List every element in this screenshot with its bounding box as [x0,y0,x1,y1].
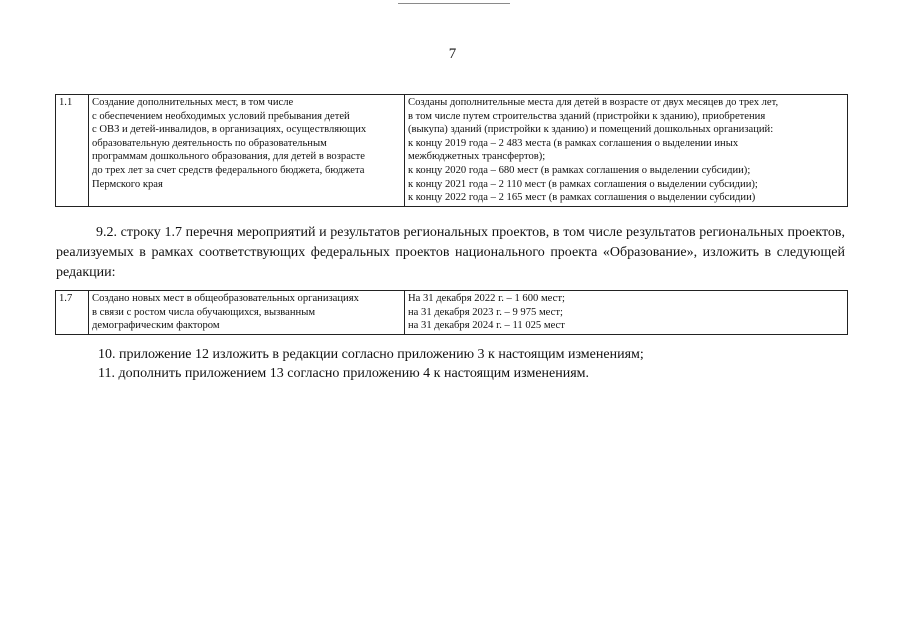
page-number: 7 [448,46,457,62]
result-line: в том числе путем строительства зданий (пристройки к зданию), приобретения [408,110,766,122]
table-row-1-1 [55,94,848,207]
row-number: 1.7 [56,291,89,335]
description-line: Пермского края [92,178,163,190]
description-line: демографическим фактором [92,320,220,332]
top-scan-rule [398,3,510,4]
result-line: (выкупа) зданий (пристройки к зданию) и помещений дошкольных организаций: [408,124,774,136]
result-line: к концу 2020 года – 680 мест (в рамках соглашения о выделении субсидии); [408,164,751,176]
description-line: программам дошкольного образования, для детей в возрасте [92,151,365,163]
row-result [405,291,848,335]
row-description [89,291,405,335]
list-item-11: 11. дополнить приложением 13 согласно приложению 4 к настоящим изменениям. [98,366,590,381]
description-line: с обеспечением необходимых условий пребывания детей [92,110,350,122]
description-line: до трех лет за счет средств федерального бюджета, бюджета [92,164,365,176]
row-number: 1.1 [56,95,89,207]
result-line: на 31 декабря 2024 г. – 11 025 мест [408,320,565,332]
result-line: к концу 2022 года – 2 165 мест (в рамках соглашения о выделении субсидии) [408,192,756,204]
description-line: Создано новых мест в общеобразовательных организациях [92,293,359,304]
result-line: Созданы дополнительные места для детей в возрасте от двух месяцев до трех лет, [408,97,779,108]
row-description [89,95,405,207]
result-line: к концу 2021 года – 2 110 мест (в рамках соглашения о выделении субсидии); [408,178,758,190]
table-row-1-7 [55,290,848,335]
result-line: на 31 декабря 2023 г. – 9 975 мест; [408,306,563,318]
list-item-10: 10. приложение 12 изложить в редакции согласно приложению 3 к настоящим изменениям; [98,347,644,362]
result-line: к концу 2019 года – 2 483 места (в рамках соглашения о выделении иных [408,137,739,149]
description-line: образовательную деятельность по образовательным [92,137,327,149]
row-result [405,95,848,207]
description-line: в связи с ростом числа обучающихся, вызванным [92,306,316,318]
result-line: На 31 декабря 2022 г. – 1 600 мест; [408,293,565,304]
result-line: межбюджетных трансфертов); [408,151,546,163]
description-line: Создание дополнительных мест, в том числе [92,97,294,108]
paragraph-9-2: 9.2. строку 1.7 перечня мероприятий и результатов региональных проектов, в том числе результатов региональных проектов, реализуемых в рамках соответствующих федеральных проектов национального проекта «Образование», изложить в следующей редакции: [56,225,845,280]
table-row [56,95,848,207]
description-line: с ОВЗ и детей-инвалидов, в организациях, осуществляющих [92,124,367,136]
table-row [56,291,848,335]
